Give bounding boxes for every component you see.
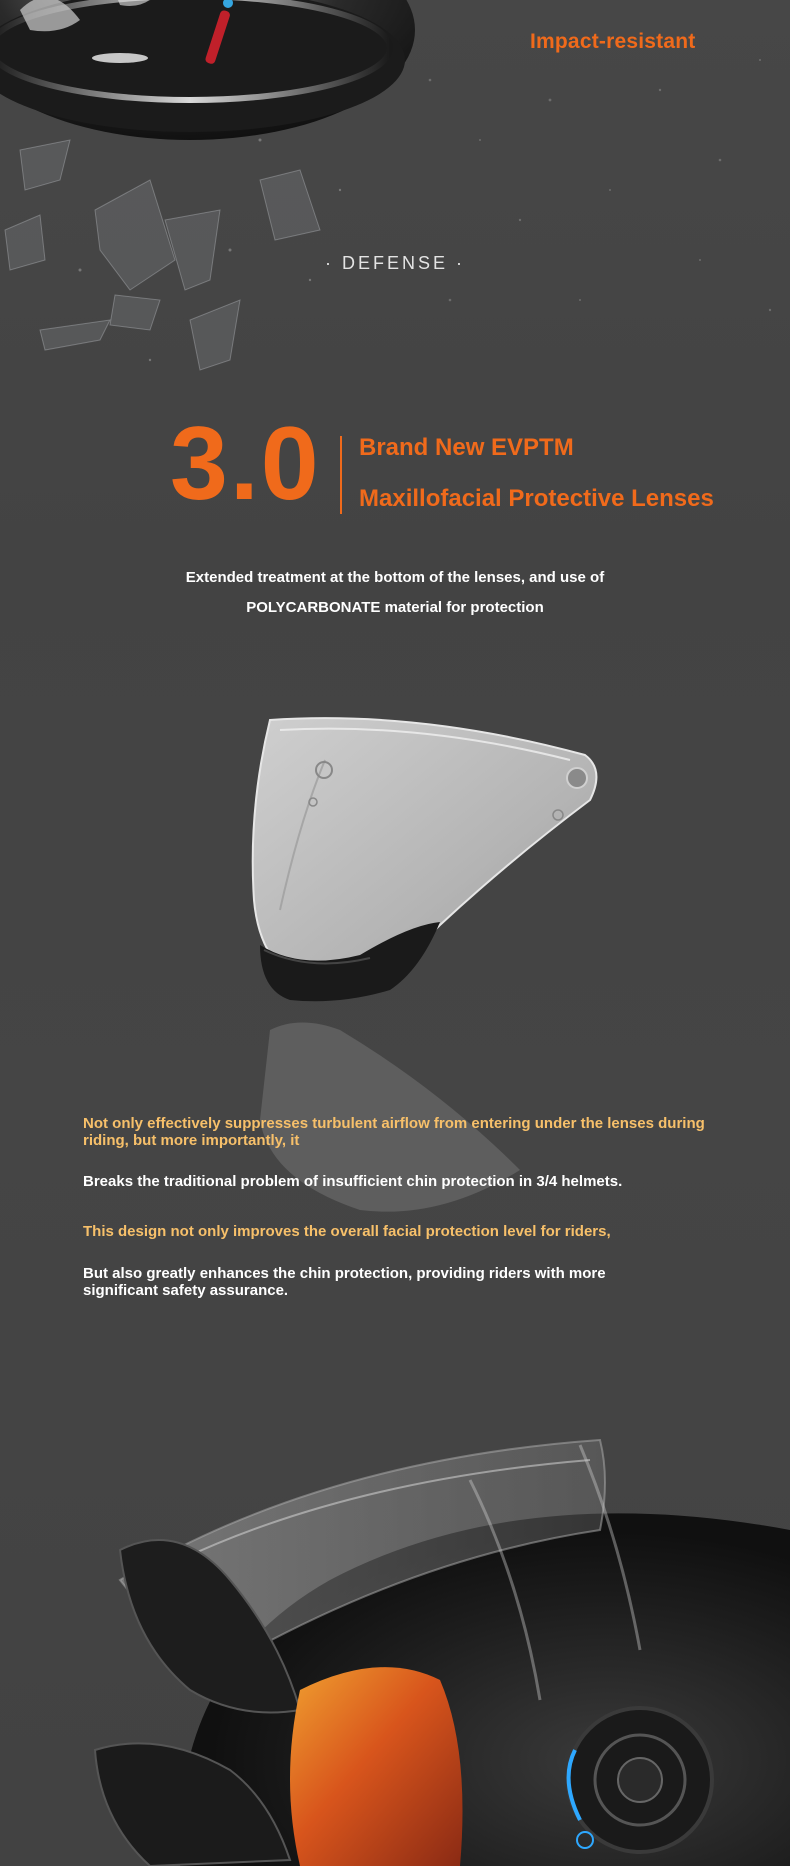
version-number: 3.0 [170, 406, 321, 522]
impact-resistant-heading: Impact-resistant [530, 30, 696, 53]
title-divider [340, 436, 342, 514]
description-paragraph-4: But also greatly enhances the chin protection, providing riders with more significant safety assurance. [83, 1265, 606, 1299]
glass-shards-decoration [0, 120, 360, 380]
lens-subtitle-line2: POLYCARBONATE material for protection [246, 599, 544, 616]
helmet-side-image [0, 1420, 790, 1866]
cropped-heading-glyphs [528, 0, 668, 8]
defense-label: · DEFENSE · [324, 253, 465, 273]
dust-particles-decoration [400, 0, 790, 360]
impact-hero-section [0, 0, 790, 380]
description-paragraph-2: Breaks the traditional problem of insufficient chin protection in 3/4 helmets. [83, 1173, 623, 1190]
lens-subtitle-line1: Extended treatment at the bottom of the lenses, and use of [185, 569, 605, 586]
lens-title-line2: Maxillofacial Protective Lenses [359, 485, 714, 512]
description-paragraph-1: Not only effectively suppresses turbulent airflow from entering under the lenses during riding, but more importantly, it [83, 1115, 705, 1149]
description-paragraph-3: This design not only improves the overall facial protection level for riders, [83, 1223, 611, 1240]
lens-title-line1: Brand New EVPTM [359, 434, 574, 461]
protective-lens-image [240, 700, 620, 1020]
